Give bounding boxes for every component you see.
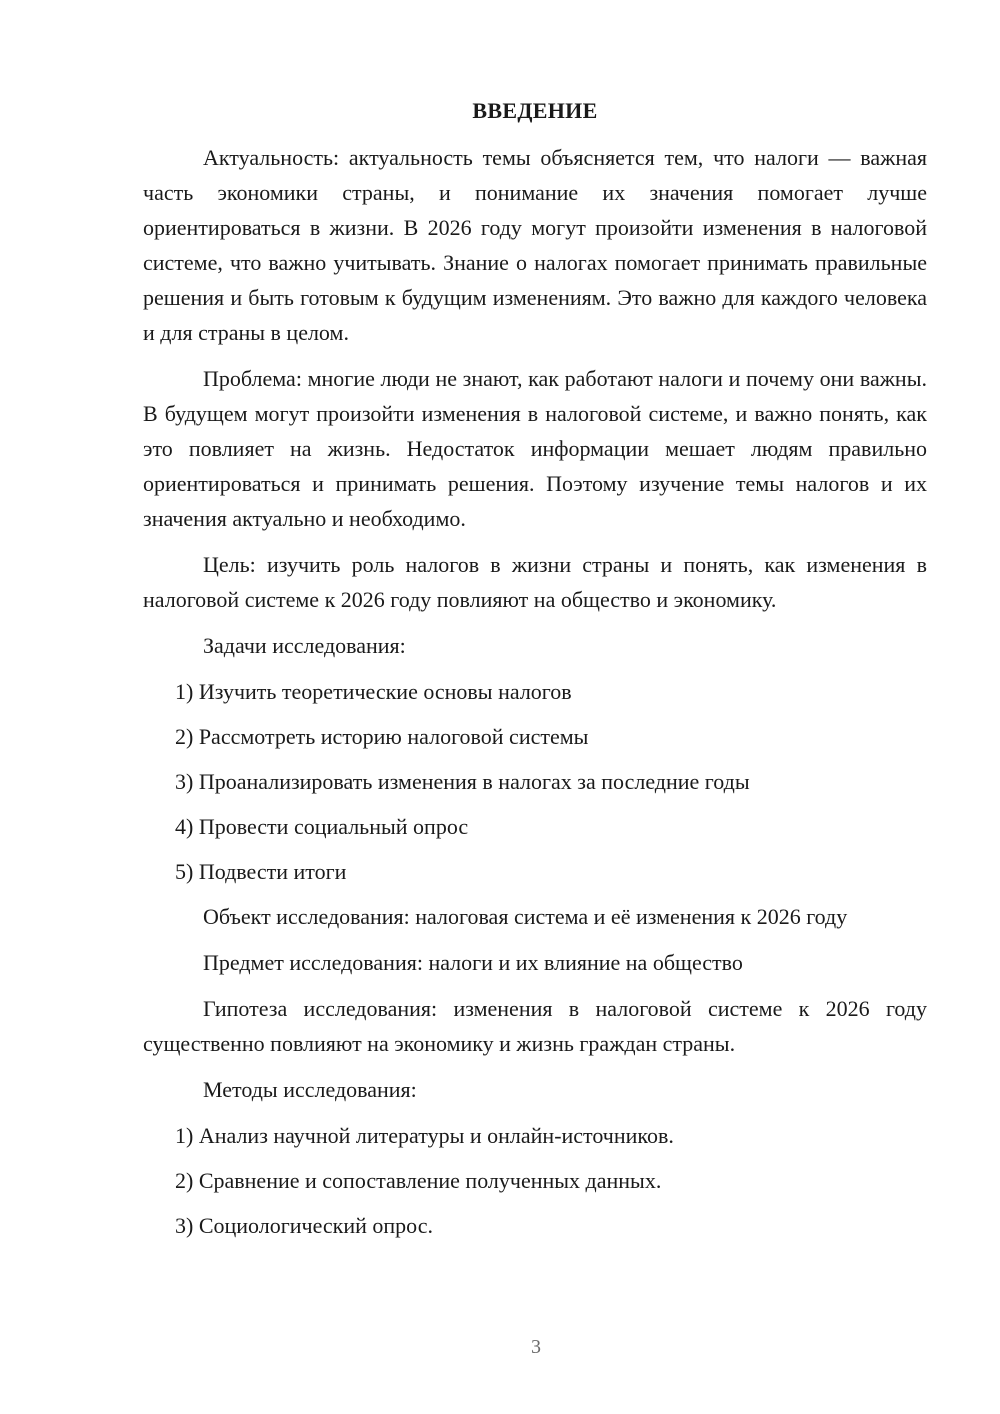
list-item: 1) Изучить теоретические основы налогов [175, 679, 572, 704]
goal-paragraph: Цель: изучить роль налогов в жизни страны и понять, как изменения в налоговой системе к 2026 году повлияют на общество и экономику. [143, 552, 927, 612]
page-number: 3 [531, 1336, 541, 1358]
list-item: 5) Подвести итоги [175, 859, 347, 884]
tasks-list [143, 674, 927, 889]
list-item: 2) Рассмотреть историю налоговой системы [175, 724, 589, 749]
list-item: 1) Анализ научной литературы и онлайн-источников. [175, 1123, 674, 1148]
section-title: ВВЕДЕНИЕ [472, 98, 598, 123]
object-paragraph: Объект исследования: налоговая система и её изменения к 2026 году [203, 904, 848, 929]
list-item: 4) Провести социальный опрос [175, 814, 469, 839]
relevance-paragraph: Актуальность: актуальность темы объясняется тем, что налоги — важная часть экономики страны, и понимание их значения помогает лучше ориентироваться в жизни. В 2026 году могут произойти изменения в налоговой системе, что важно учитывать. Знание о налогах помогает принимать правильные решения и быть готовым к будущим изменениям. Это важно для каждого человека и для страны в целом. [143, 145, 927, 345]
methods-list [143, 1118, 927, 1243]
problem-paragraph: Проблема: многие люди не знают, как работают налоги и почему они важны. В будущем могут произойти изменения в налоговой системе, и важно понять, как это повлияет на жизнь. Недостаток информации мешает людям правильно ориентироваться и принимать решения. Поэтому изучение темы налогов и их значения актуально и необходимо. [143, 366, 927, 531]
tasks-heading: Задачи исследования: [203, 633, 406, 658]
list-item: 3) Проанализировать изменения в налогах за последние годы [175, 769, 750, 794]
list-item: 3) Социологический опрос. [175, 1213, 433, 1238]
hypothesis-paragraph: Гипотеза исследования: изменения в налоговой системе к 2026 году существенно повлияют на экономику и жизнь граждан страны. [143, 996, 927, 1056]
methods-heading: Методы исследования: [203, 1077, 417, 1102]
page-content [143, 96, 927, 1253]
list-item: 2) Сравнение и сопоставление полученных данных. [175, 1168, 662, 1193]
subject-paragraph: Предмет исследования: налоги и их влияние на общество [203, 950, 743, 975]
